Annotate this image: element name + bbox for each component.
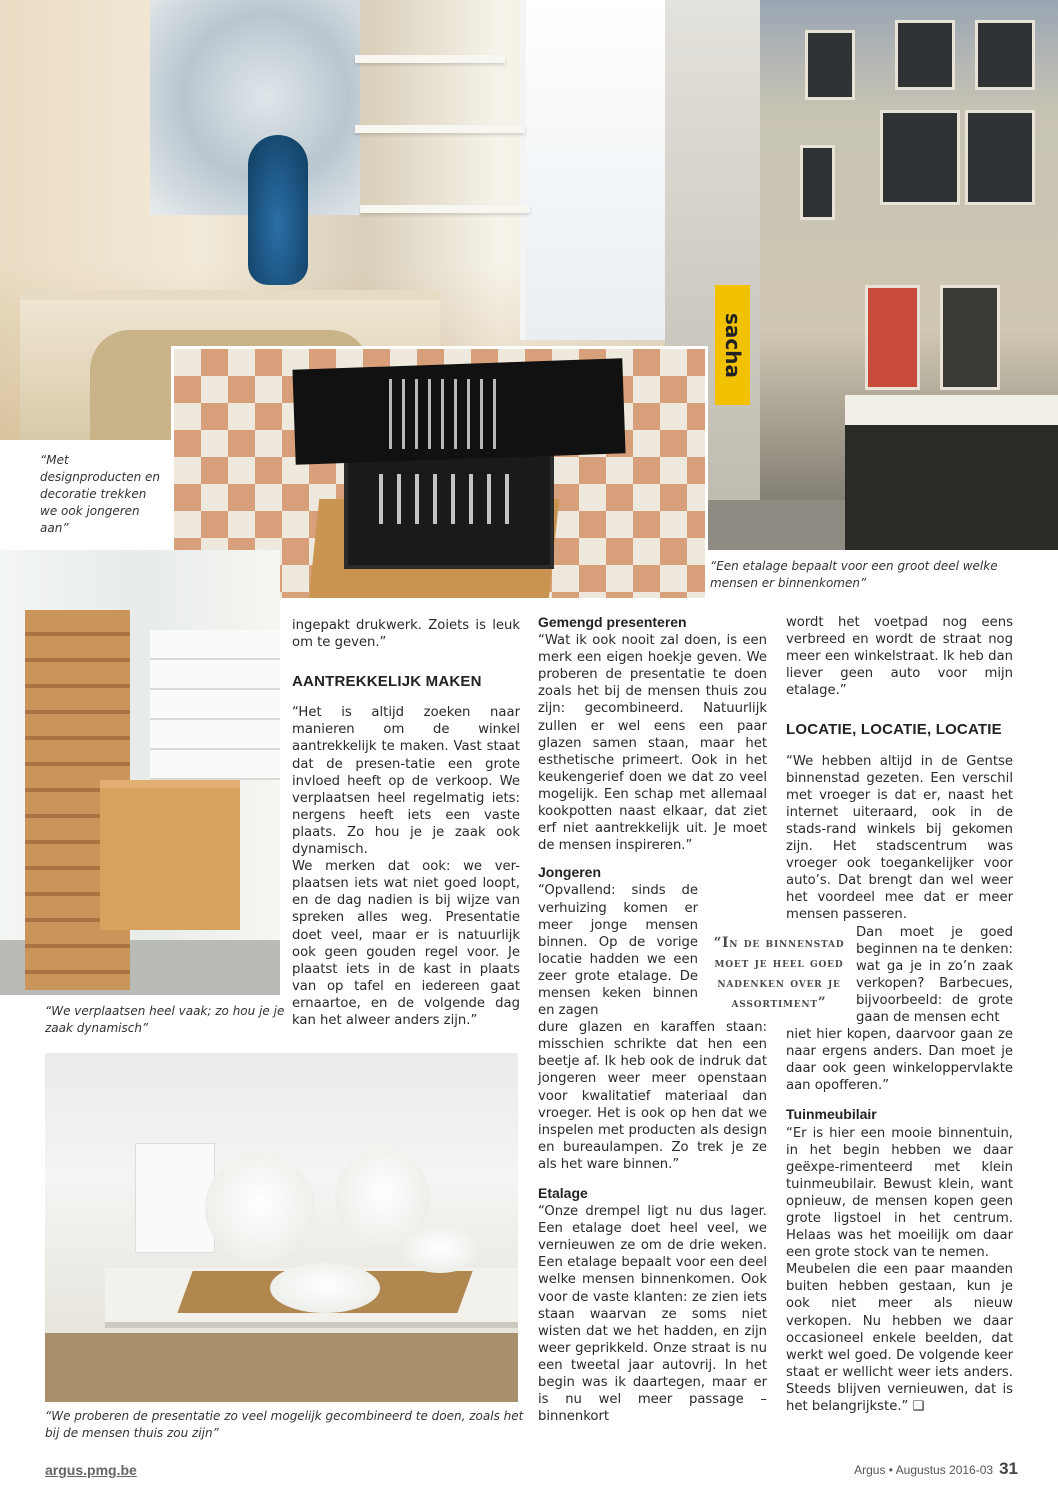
- caption-interior: “Met designproducten en decoratie trekken we ook jongeren aan”: [40, 453, 161, 535]
- plate: [270, 1263, 380, 1313]
- paragraph: Meubelen die een paar maanden buiten hebben gestaan, kun je ook niet meer als nieuw verkopen. Nu hebben we daar occasioneel enkele beelden, dat werkt wel goed. De volgende keer staat er wellicht weer iets anders. Steeds blijven vernieuwen, dat is het belangrijkste.” ❑: [786, 1262, 1013, 1415]
- paragraph: “Wat ik ook nooit zal doen, is een merk een eigen hoekje geven. We proberen de presentatie te doen zoals het bij de mensen thuis zou zijn: gecombineerd. Natuurlijk zullen er wel eens een paar glazen samen staan, maar het esthetische primeert. Ook in het keukengerief doen we dat zo veel mogelijk. Een schap met allemaal kookpotten naast elkaar, dat ziet erf niet aantrekkelijk uit. Je moet de mensen inspireren.”: [538, 633, 767, 854]
- section-heading: AANTREKKELIJK MAKEN: [292, 673, 482, 691]
- caption-facade: “Een etalage bepaalt voor een groot deel welke mensen er binnenkomen”: [710, 559, 998, 590]
- paragraph: dure glazen en karaffen staan: misschien schrikte dat hen een beetje af. Ik heb ook de indruk dat jongeren weer meer openstaan voor kwalitatief materiaal dan vroeger. Het is ook op hen dat we inspelen met producten als design en bureaulampen. Zo trek je ze als het ware binnen.”: [538, 1020, 767, 1172]
- facade-window: [975, 20, 1035, 90]
- wall-shelf: [355, 125, 525, 133]
- forks-and-knives: [389, 379, 499, 449]
- paragraph: “Het is altijd zoeken naar manieren om de winkel aantrekkelijk te maken. Vast staat dat de presen-tatie een grote invloed heeft op de verkoop. We verplaatsen heel regelmatig iets: nergens heeft iets een vaste plaats. Zo hou je je zaak ook dynamisch.: [292, 705, 520, 858]
- caption-tableware: “We proberen de presentatie zo veel mogelijk gecombineerd te doen, zoals het bij de mensen thuis zou zijn”: [45, 1409, 524, 1440]
- window: [520, 0, 665, 340]
- sacha-sign: sacha: [715, 285, 750, 405]
- paragraph: We merken dat ook: we ver-plaatsen iets wat niet goed loopt, en de dag nadien is bij wijze van spreken alles weg. Presentatie doet veel, maar er is natuurlijk ook geen gouden regel voor. Je plaatst iets in de kast in plaats van op tafel en iedereen gaat ernaartoe, en de volgende dag kan het alweer anders zijn.”: [292, 859, 520, 1028]
- section-heading: LOCATIE, LOCATIE, LOCATIE: [786, 721, 1002, 739]
- paragraph: Dan moet je goed beginnen na te denken: wat ga je in zo’n zaak verkopen? Barbecues, bijvoorbeeld: de grote gaan de mensen echt: [856, 924, 1013, 1025]
- paragraph: wordt het voetpad nog eens verbreed en wordt de straat nog meer een winkelstraat. Ik heb dan liever geen auto voor mijn etalage.”: [786, 615, 1013, 699]
- footer-issue: [854, 1459, 1018, 1479]
- paragraph: “Opvallend: sinds de verhuizing komen er meer jonge mensen binnen. Op de vorige locatie hadden we een zeer grote etalage. De mensen keken binnen en zagen: [538, 883, 698, 1019]
- facade-window: [895, 20, 955, 90]
- paragraph: niet hier kopen, daarvoor gaan ze naar ergens anders. Dan moet je daar ook geen winkeloppervlakte aan opofferen.”: [786, 1027, 1013, 1094]
- wall-shelf: [360, 205, 530, 213]
- article-column-2: [538, 614, 767, 1425]
- wooden-trolley: [100, 780, 240, 930]
- wall-shelf: [355, 55, 505, 63]
- paragraph: “We hebben altijd in de Gentse binnenstad gezeten. Een verschil met vroeger is dat er, naast het internet uiteraard, ook in de stads-rand winkels bij gekomen zijn. Het stadscentrum was vroeger ook toegankelijker voor auto’s. Dat brengt dan wel weer het voordeel mee dat er meer mensen passeren.: [786, 753, 1013, 923]
- spoons: [379, 474, 519, 524]
- issue-label: Argus • Augustus 2016-03: [854, 1463, 994, 1477]
- plate: [400, 1228, 480, 1273]
- pull-quote: “In de binnenstad moet je heel goed nadenken over je assortiment”: [713, 935, 845, 1011]
- wall-shelves: [150, 630, 280, 780]
- article-column-3: [786, 614, 1013, 1415]
- tableware-display-photo: [45, 1053, 518, 1402]
- facade-window: [805, 30, 855, 100]
- subheading: Etalage: [538, 1185, 588, 1201]
- footer-site-link[interactable]: argus.pmg.be: [45, 1462, 137, 1478]
- blue-vase: [248, 135, 308, 285]
- paragraph: “Er is hier een mooie binnentuin, in het begin hebben we daar geëxpe-rimenteerd met klein tuinmeubilair. Bewust klein, want opnieuw, de mensen kopen geen grote ligstoel in het centrum. Helaas was het moeilijk om daar een grote stock van te nemen.: [786, 1125, 1013, 1261]
- floor: [45, 1333, 518, 1402]
- facade-window: [800, 145, 835, 220]
- shop-window: [865, 285, 920, 390]
- article-column-1: [292, 617, 520, 1029]
- subheading: Jongeren: [538, 864, 602, 881]
- shop-window: [940, 285, 1000, 390]
- caption-rack: “We verplaatsen heel vaak; zo hou je je zaak dynamisch”: [45, 1004, 285, 1035]
- building-facade-photo: [665, 0, 1058, 550]
- paragraph: ingepakt drukwerk. Zoiets is leuk om te geven.”: [292, 618, 520, 651]
- facade-window: [965, 110, 1035, 205]
- subheading: Gemengd presenteren: [538, 614, 687, 630]
- display-rack-photo: [0, 550, 280, 995]
- price-list-sign: [135, 1143, 215, 1253]
- page-number: 31: [999, 1459, 1018, 1478]
- subheading: Tuinmeubilair: [786, 1106, 877, 1123]
- facade-window: [880, 110, 960, 205]
- shop-sign-band: [845, 395, 1058, 425]
- paragraph: “Onze drempel ligt nu dus lager. Een etalage doet heel veel, we vernieuwen ze om de drie weken. Een etalage bepaalt voor een deel welke mensen binnenkomen. Ook voor de vaste klanten: ze zien iets staan waarvan ze soms niet wisten dat we het hadden, en zijn weer geprikkeld. Onze straat is nu een tweetal jaar autovrij. In het begin was ik daartegen, maar er is nu wel meer passage – binnenkort: [538, 1204, 767, 1425]
- plate: [205, 1153, 315, 1263]
